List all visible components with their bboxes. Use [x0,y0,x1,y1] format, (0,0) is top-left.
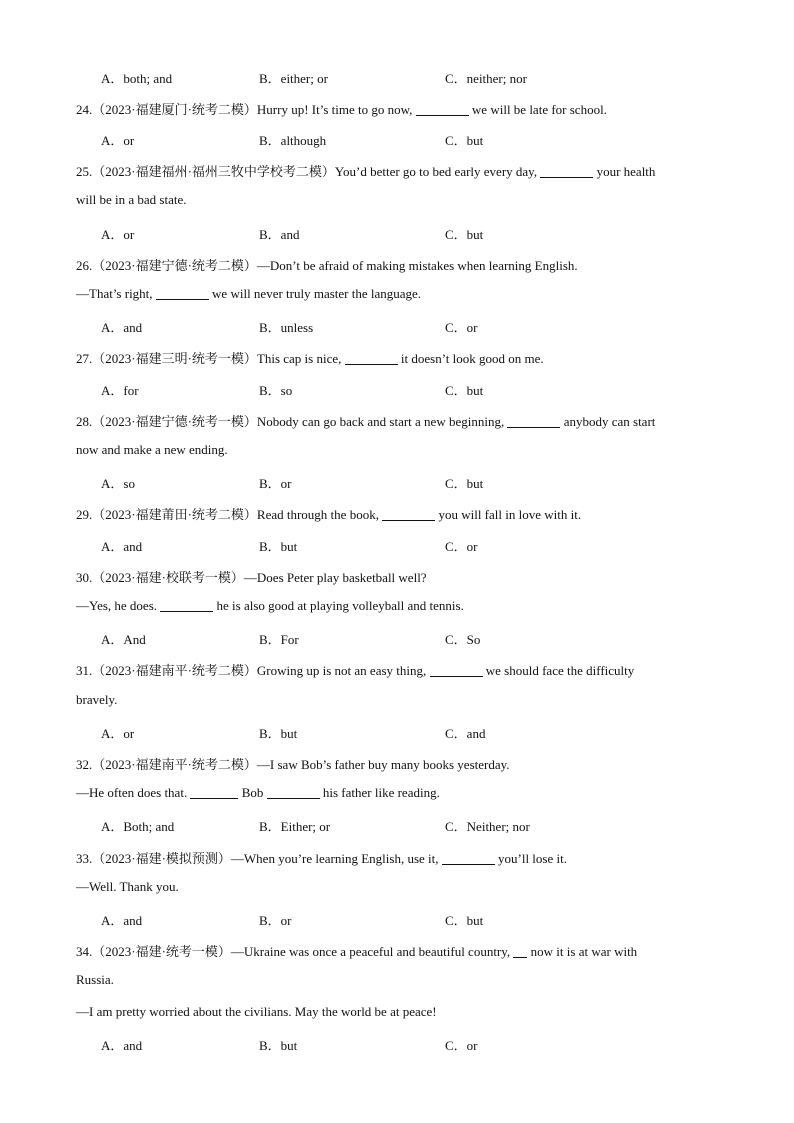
q23-options [0,68,794,84]
q29-option-a[interactable]: A．and [101,539,143,554]
q27-text-after: it doesn’t look good on me. [400,351,544,366]
q26-blank [156,287,209,300]
q33-option-c[interactable]: C．but [445,913,484,928]
q23-option-a[interactable]: A．both; and [101,71,173,86]
q28-text-after: anybody can start [563,414,656,429]
q32-text-after: his father like reading. [322,785,440,800]
q31-option-c[interactable]: C．and [445,726,486,741]
q26-stem: 26.（2023·福建宁德·统考二模）—Don’t be afraid of making mistakes when learning English. [76,258,578,273]
q27-stem [76,348,544,367]
q25-blank [540,165,593,178]
q32-text-before: —He often does that. [76,785,188,800]
q32-blank-1 [190,786,238,799]
q24-options [0,130,794,146]
q24-option-a[interactable]: A．or [101,133,135,148]
q32-option-a[interactable]: A．Both; and [101,819,175,834]
q29-stem [76,504,581,523]
q32-text-middle: Bob [241,785,264,800]
q26-option-b[interactable]: B．unless [259,320,314,335]
q31-stem [76,660,634,679]
q34-text-after: now it is at war with [530,944,638,959]
q25-option-a[interactable]: A．or [101,227,135,242]
q34-text-before: 34.（2023·福建·统考一模）—Ukraine was once a peaceful and beautiful country, [76,944,511,959]
q30-option-b[interactable]: B．For [259,632,299,647]
q31-blank [430,664,483,677]
q25-options [0,224,794,240]
q27-options [0,380,794,396]
q26-text-before: —That’s right, [76,286,153,301]
q27-text-before: 27.（2023·福建三明·统考一模）This cap is nice, [76,351,342,366]
q33-option-a[interactable]: A．and [101,913,143,928]
q28-text-before: 28.（2023·福建宁德·统考一模）Nobody can go back and start a new beginning, [76,414,505,429]
q34-blank [513,945,527,958]
q31-stem-continued: bravely. [76,692,118,707]
q24-option-c[interactable]: C．but [445,133,484,148]
q33-text-after: you’ll lose it. [498,851,567,866]
q29-text-before: 29.（2023·福建莆田·统考二模）Read through the book, [76,507,379,522]
q29-blank [382,508,435,521]
q25-text-after: your health [596,164,656,179]
q30-stem: 30.（2023·福建·校联考一模）—Does Peter play basketball well? [76,570,427,585]
q34-option-c[interactable]: C．or [445,1038,478,1053]
q31-option-a[interactable]: A．or [101,726,135,741]
q31-option-b[interactable]: B．but [259,726,298,741]
q30-blank [160,599,213,612]
q27-blank [345,352,398,365]
q29-option-b[interactable]: B．but [259,539,298,554]
q25-stem [76,161,655,180]
q24-blank [416,103,469,116]
q24-option-b[interactable]: B．although [259,133,327,148]
q33-option-b[interactable]: B．or [259,913,292,928]
q25-text-before: 25.（2023·福建福州·福州三牧中学校考二模）You’d better go to bed early every day, [76,164,538,179]
q32-response [76,785,440,801]
q23-option-b[interactable]: B．either; or [259,71,328,86]
q34-stem-continued: Russia. [76,972,114,987]
q26-response [76,286,421,302]
q23-option-c[interactable]: C．neither; nor [445,71,527,86]
q27-option-c[interactable]: C．but [445,383,484,398]
q26-options [0,317,794,333]
q34-options [0,1035,794,1051]
q27-option-a[interactable]: A．for [101,383,139,398]
q24-stem [76,99,607,118]
q32-stem: 32.（2023·福建南平·统考二模）—I saw Bob’s father buy many books yesterday. [76,757,510,772]
q28-option-b[interactable]: B．or [259,476,292,491]
q26-option-c[interactable]: C．or [445,320,478,335]
q29-option-c[interactable]: C．or [445,539,478,554]
q32-blank-2 [267,786,320,799]
q31-text-before: 31.（2023·福建南平·统考二模）Growing up is not an easy thing, [76,663,427,678]
q30-option-a[interactable]: A．And [101,632,146,647]
q26-text-after: we will never truly master the language. [212,286,422,301]
q24-text-after: we will be late for school. [471,102,607,117]
q24-text-before: 24.（2023·福建厦门·统考二模）Hurry up! It’s time to go now, [76,102,413,117]
q31-text-after: we should face the difficulty [485,663,635,678]
q34-option-b[interactable]: B．but [259,1038,298,1053]
q28-blank [507,415,560,428]
q29-text-after: you will fall in love with it. [438,507,582,522]
q30-text-after: he is also good at playing volleyball and tennis. [216,598,464,613]
q28-stem-continued: now and make a new ending. [76,442,228,457]
q26-option-a[interactable]: A．and [101,320,143,335]
q30-option-c[interactable]: C．So [445,632,481,647]
q30-text-before: —Yes, he does. [76,598,158,613]
q30-response [76,598,464,614]
q28-option-c[interactable]: C．but [445,476,484,491]
q25-option-b[interactable]: B．and [259,227,300,242]
q29-options [0,536,794,552]
q34-option-a[interactable]: A．and [101,1038,143,1053]
q30-options [0,629,794,645]
q33-response: —Well. Thank you. [76,879,179,894]
q32-option-b[interactable]: B．Either; or [259,819,331,834]
q28-option-a[interactable]: A．so [101,476,135,491]
q28-stem [76,411,655,430]
q28-options [0,473,794,489]
q31-options [0,723,794,739]
q34-stem [76,941,637,960]
q25-stem-continued: will be in a bad state. [76,192,187,207]
q27-option-b[interactable]: B．so [259,383,293,398]
q32-option-c[interactable]: C．Neither; nor [445,819,530,834]
q33-blank [442,852,495,865]
q34-response: —I am pretty worried about the civilians. May the world be at peace! [76,1004,437,1019]
q33-text-before: 33.（2023·福建·模拟预测）—When you’re learning English, use it, [76,851,439,866]
q33-options [0,910,794,926]
q33-stem [76,848,567,867]
q32-options [0,816,794,832]
q25-option-c[interactable]: C．but [445,227,484,242]
